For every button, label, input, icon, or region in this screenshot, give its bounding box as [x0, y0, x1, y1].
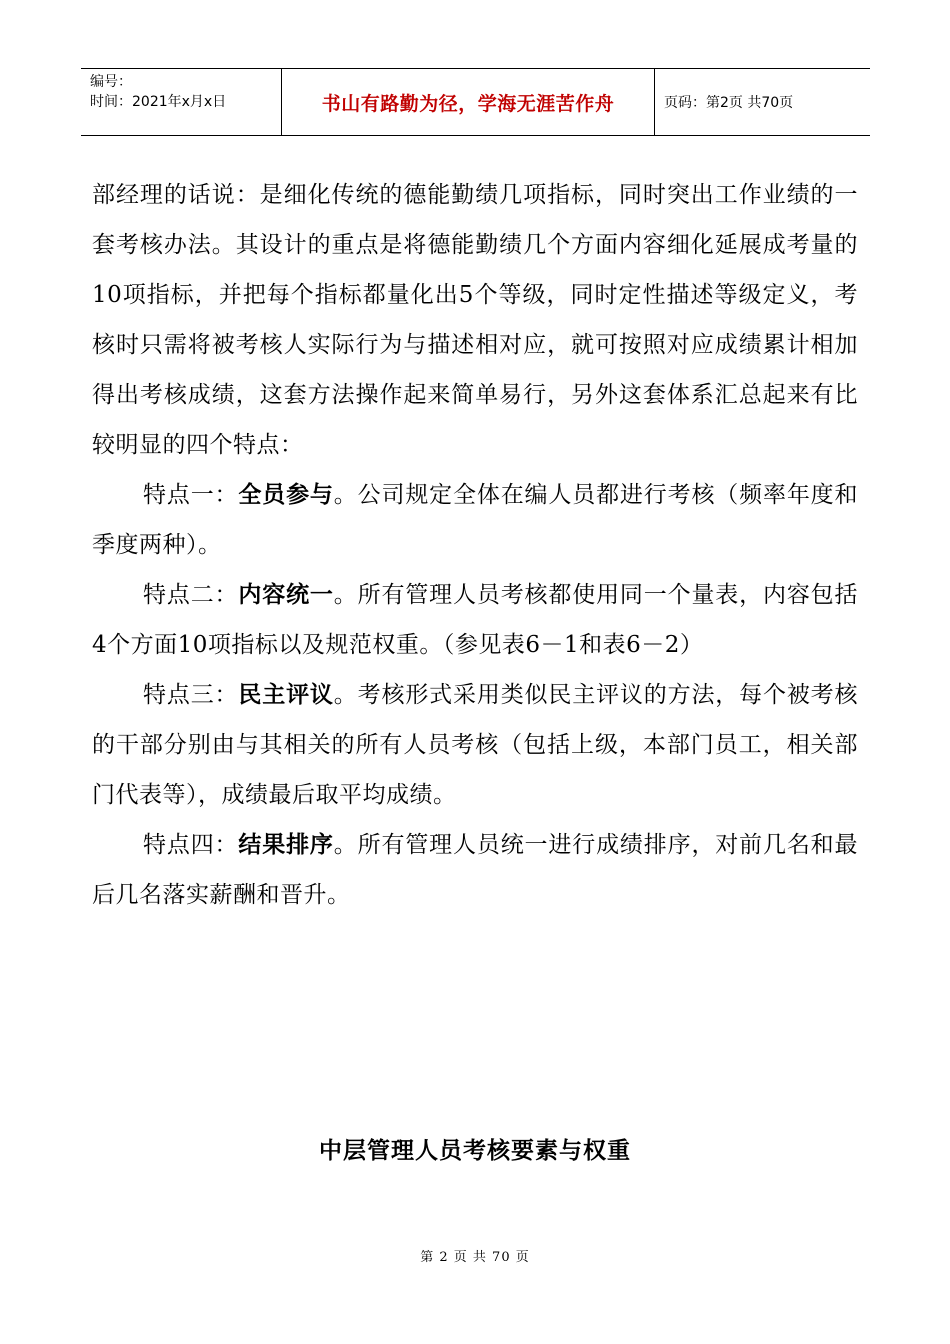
page-header [81, 68, 870, 136]
feature-one-title: 全员参与 [238, 482, 334, 508]
feature-four-title: 结果排序 [238, 832, 334, 858]
header-motto: 书山有路勤为径，学海无涯苦作舟 [282, 69, 655, 135]
feature-two-label: 特点二： [143, 582, 239, 608]
intro-paragraph: 部经理的话说：是细化传统的德能勤绩几项指标，同时突出工作业绩的一套考核办法。其设计的重点是将德能勤绩几个方面内容细化延展成考量的10项指标，并把每个指标都量化出5个等级，同时定性描述等级定义，考核时只需将被考核人实际行为与描述相对应，就可按照对应成绩累计相加得出考核成绩，这套方法操作起来简单易行，另外这套体系汇总起来有比较明显的四个特点： [92, 182, 858, 458]
feature-one-paragraph [92, 470, 858, 570]
document-body [92, 170, 858, 920]
feature-three-paragraph [92, 670, 858, 820]
feature-three-title: 民主评议 [238, 682, 334, 708]
feature-three-text: 。考核形式采用类似民主评议的方法，每个被考核的干部分别由与其相关的所有人员考核（包括上级，本部门员工，相关部门代表等），成绩最后取平均成绩。 [92, 682, 859, 808]
section-title: 中层管理人员考核要素与权重 [319, 1138, 631, 1164]
feature-two-text: 。所有管理人员考核都使用同一个量表，内容包括4个方面10项指标以及规范权重。（参见表6－1和表6－2） [92, 582, 859, 658]
header-meta-cell [81, 69, 282, 135]
feature-four-label: 特点四： [143, 832, 239, 858]
feature-three-label: 特点三： [143, 682, 239, 708]
header-page-info: 页码：第2页 共70页 [664, 95, 794, 111]
document-number-label: 编号： [90, 74, 132, 90]
feature-one-text: 。公司规定全体在编人员都进行考核（频率年度和季度两种）。 [92, 482, 859, 558]
feature-four-text: 。所有管理人员统一进行成绩排序，对前几名和最后几名落实薪酬和晋升。 [92, 832, 859, 908]
page-footer: 第 2 页 共 70 页 [420, 1250, 530, 1265]
feature-two-title: 内容统一 [238, 582, 334, 608]
feature-two-paragraph [92, 570, 858, 670]
feature-one-label: 特点一： [143, 482, 239, 508]
document-date: 时间：2021年x月x日 [90, 94, 227, 110]
feature-four-paragraph [92, 820, 858, 920]
